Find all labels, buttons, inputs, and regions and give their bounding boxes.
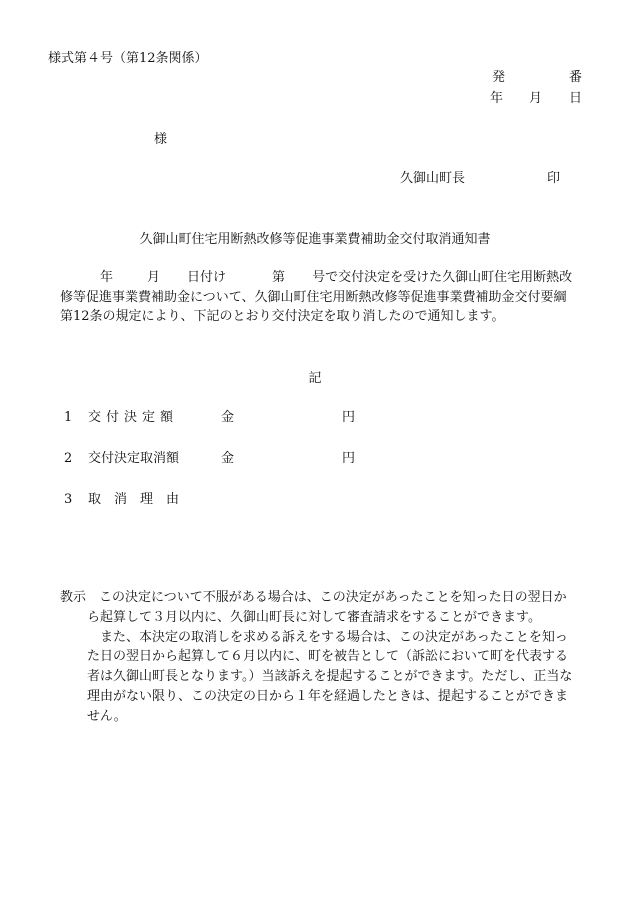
item-yen-unit: 円 (342, 410, 356, 425)
issue-label: 発 (492, 70, 506, 85)
notice-line: た日の翌日から起算して６月以内に、町を被告として（訴訟において町を代表する (87, 649, 569, 665)
form-number: 様式第４号（第12条関係） (48, 51, 208, 66)
addressee-honorific: 様 (154, 132, 168, 147)
notice-line: 者は久御山町長となります。）当該訴えを提起することができます。ただし、正当な (87, 669, 573, 685)
notice-line: せん。 (87, 708, 127, 724)
ki-heading: 記 (308, 371, 322, 386)
number-label: 番 (569, 70, 583, 85)
appeal-notice (60, 588, 590, 727)
item-number: 1 (64, 410, 73, 425)
item-label: 交付決定額 (88, 410, 179, 425)
item-yen-unit: 円 (342, 451, 356, 466)
body-date-suffix: 日付け (187, 270, 227, 285)
seal-mark: 印 (547, 171, 561, 186)
body-month: 月 (147, 270, 161, 285)
body-paragraph (60, 268, 590, 327)
item-number: 2 (64, 451, 73, 466)
body-year: 年 (100, 270, 114, 285)
item-label: 取消理由 (88, 492, 193, 507)
body-line-3: 第12条の規定により、下記のとおり交付決定を取り消したので通知します。 (60, 309, 505, 324)
notice-line: また、本決定の取消しを求める訴えをする場合は、この決定があったことを知っ (100, 629, 568, 645)
date-year-label: 年 (490, 91, 504, 106)
date-month-label: 月 (529, 91, 543, 106)
body-line-1-rest: 号で交付決定を受けた久御山町住宅用断熱改 (312, 270, 573, 285)
body-line-1 (60, 268, 590, 288)
item-money-prefix: 金 (221, 410, 235, 425)
notice-line: 理由がない限り、この決定の日から１年を経過したときは、提起することができま (87, 688, 569, 704)
item-label: 交付決定取消額 (88, 451, 180, 466)
notice-line: ら起算して３月以内に、久御山町長に対して審査請求をすることができます。 (87, 609, 541, 625)
date-day-label: 日 (569, 91, 583, 106)
item-money-prefix: 金 (221, 451, 235, 466)
sender-mayor: 久御山町長 (400, 171, 466, 186)
notice-line: 教示 この決定について不服がある場合は、この決定があったことを知った日の翌日か (60, 590, 567, 605)
body-line-2: 修等促進事業費補助金について、久御山町住宅用断熱改修等促進事業費補助金交付要綱 (60, 289, 567, 305)
body-number-prefix: 第 (272, 270, 286, 285)
item-number: 3 (64, 492, 73, 507)
document-title: 久御山町住宅用断熱改修等促進事業費補助金交付取消通知書 (139, 232, 491, 247)
